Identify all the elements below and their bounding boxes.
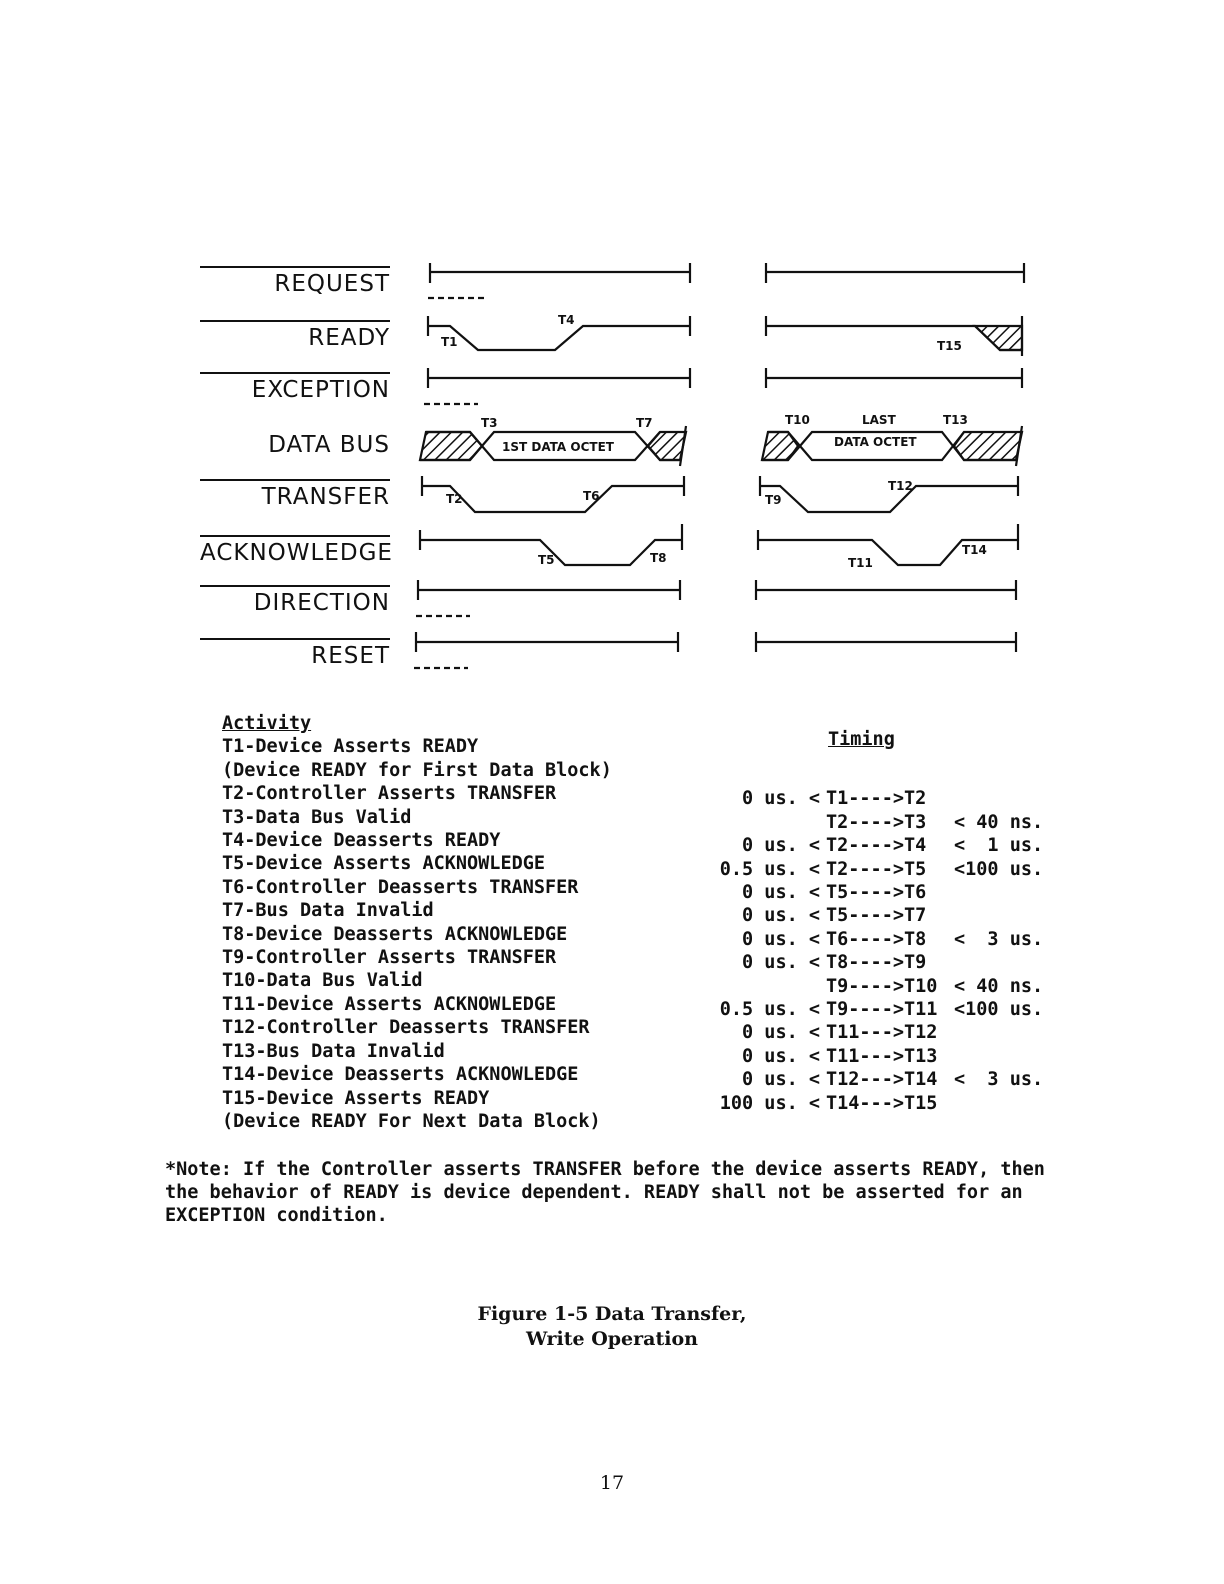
timing-max [954,1021,1050,1044]
timing-span: T14--->T15 [826,1092,938,1114]
timing-span: T2---->T5 [826,858,927,880]
timing-min [700,811,820,834]
activity-item: (Device READY For Next Data Block) [222,1110,601,1132]
timing-min: 100 us. < [719,1092,820,1114]
activity-item: T11-Device Asserts ACKNOWLEDGE [222,993,557,1015]
time-marker-t3: T3 [481,416,498,430]
timing-span: T12--->T14 [826,1069,938,1091]
timing-max: <100 us. [954,858,1044,880]
timing-min [700,975,820,998]
timing-span: T6---->T8 [826,928,927,950]
timing-row [700,975,1060,998]
timing-heading: Timing [828,729,895,750]
timing-max: < 40 ns. [954,975,1044,997]
note-text: *Note: If the Controller asserts TRANSFER before the device asserts READY, then the behavior of READY is device dependent. READY shall not be asserted for an EXCEPTION condition. [165,1159,1045,1226]
timing-max: < 3 us. [954,928,1044,950]
timing-span: T9---->T11 [826,999,938,1021]
timing-span: T2---->T3 [826,811,927,833]
timing-row [700,904,1060,927]
time-marker-t10: T10 [785,413,810,427]
timing-span: T9---->T10 [826,975,938,997]
timing-max [954,951,1050,974]
timing-max [954,1092,1050,1115]
activity-item: T4-Device Deasserts READY [222,830,501,852]
timing-max: < 40 ns. [954,811,1044,833]
timing-span: T8---->T9 [826,952,927,974]
timing-min: 0 us. < [742,1045,820,1067]
time-marker-t2: T2 [446,492,463,506]
timing-min: 0 us. < [742,1069,820,1091]
time-marker-t7: T7 [636,416,653,430]
activity-list [222,712,612,1133]
timing-span: T2---->T4 [826,835,927,857]
time-marker-t1: T1 [441,335,458,349]
timing-row [700,1021,1060,1044]
time-marker-t9: T9 [765,493,782,507]
activity-heading: Activity [222,713,312,734]
activity-item: T2-Controller Asserts TRANSFER [222,783,557,805]
timing-max: <100 us. [954,999,1044,1021]
timing-max [954,881,1050,904]
waveform-transfer [422,476,1018,512]
timing-diagram [0,0,1224,700]
timing-row [700,811,1060,834]
activity-item: T14-Device Deasserts ACKNOWLEDGE [222,1064,579,1086]
timing-max [954,904,1050,927]
activity-item: T6-Controller Deasserts TRANSFER [222,876,579,898]
waveform-direction [416,580,1016,616]
time-marker-t11: T11 [848,556,873,570]
timing-min: 0 us. < [742,1022,820,1044]
page-number: 17 [599,1472,625,1494]
bus-label-last: LAST [862,413,896,427]
timing-min: 0 us. < [742,905,820,927]
bus-label-first-octet: 1ST DATA OCTET [502,440,614,454]
timing-min: 0 us. < [742,788,820,810]
time-marker-t13: T13 [943,413,968,427]
time-marker-t8: T8 [650,551,667,565]
timing-row [700,1092,1060,1115]
signal-label-transfer: TRANSFER [200,484,390,510]
caption-line-1: Figure 1-5 Data Transfer, [477,1303,747,1325]
waveform-ready [428,316,1022,356]
signal-label-acknowledge: ACKNOWLEDGE [200,540,390,566]
time-marker-t14: T14 [962,543,987,557]
activity-item: (Device READY for First Data Block) [222,759,612,781]
timing-max [954,787,1050,810]
caption-line-2: Write Operation [526,1328,698,1350]
timing-row [700,881,1060,904]
timing-row [700,998,1060,1021]
activity-item: T8-Device Deasserts ACKNOWLEDGE [222,923,568,945]
timing-max: < 3 us. [954,1069,1044,1091]
activity-item: T9-Controller Asserts TRANSFER [222,947,557,969]
timing-span: T11--->T12 [826,1022,938,1044]
timing-max [954,1045,1050,1068]
waveform-request [428,263,1024,298]
timing-span: T5---->T7 [826,905,927,927]
timing-row [700,858,1060,881]
timing-min: 0 us. < [742,835,820,857]
timing-min: 0 us. < [742,952,820,974]
activity-item: T13-Bus Data Invalid [222,1040,445,1062]
bus-label-data-octet: DATA OCTET [834,435,917,449]
waveform-exception [424,368,1022,404]
timing-table [700,728,1060,1115]
time-marker-t5: T5 [538,553,555,567]
signal-label-databus: DATA BUS [268,432,390,458]
timing-row [700,928,1060,951]
activity-item: T1-Device Asserts READY [222,736,479,758]
timing-row [700,1045,1060,1068]
signal-label-reset: RESET [200,643,390,669]
waveform-acknowledge [420,524,1018,565]
signal-label-direction: DIRECTION [200,590,390,616]
timing-span: T1---->T2 [826,788,927,810]
figure-caption [0,1302,1224,1352]
time-marker-t4: T4 [558,313,575,327]
signal-label-ready: READY [200,325,390,351]
activity-item: T5-Device Asserts ACKNOWLEDGE [222,853,546,875]
timing-row [700,951,1060,974]
timing-span: T11--->T13 [826,1045,938,1067]
time-marker-t6: T6 [583,489,600,503]
waveform-reset [414,632,1016,668]
activity-item: T3-Data Bus Valid [222,806,412,828]
activity-item: T12-Controller Deasserts TRANSFER [222,1017,590,1039]
timing-min: 0 us. < [742,928,820,950]
activity-item: T10-Data Bus Valid [222,970,423,992]
timing-min: 0.5 us. < [719,999,820,1021]
timing-max: < 1 us. [954,835,1044,857]
timing-row [700,834,1060,857]
timing-span: T5---->T6 [826,882,927,904]
timing-row [700,1068,1060,1091]
activity-item: T15-Device Asserts READY [222,1087,490,1109]
timing-min: 0 us. < [742,882,820,904]
timing-min: 0.5 us. < [719,858,820,880]
signal-label-exception: EXCEPTION [200,377,390,403]
time-marker-t12: T12 [888,479,913,493]
timing-row [700,787,1060,810]
time-marker-t15: T15 [937,339,962,353]
activity-item: T7-Bus Data Invalid [222,900,434,922]
signal-label-request: REQUEST [200,271,390,297]
